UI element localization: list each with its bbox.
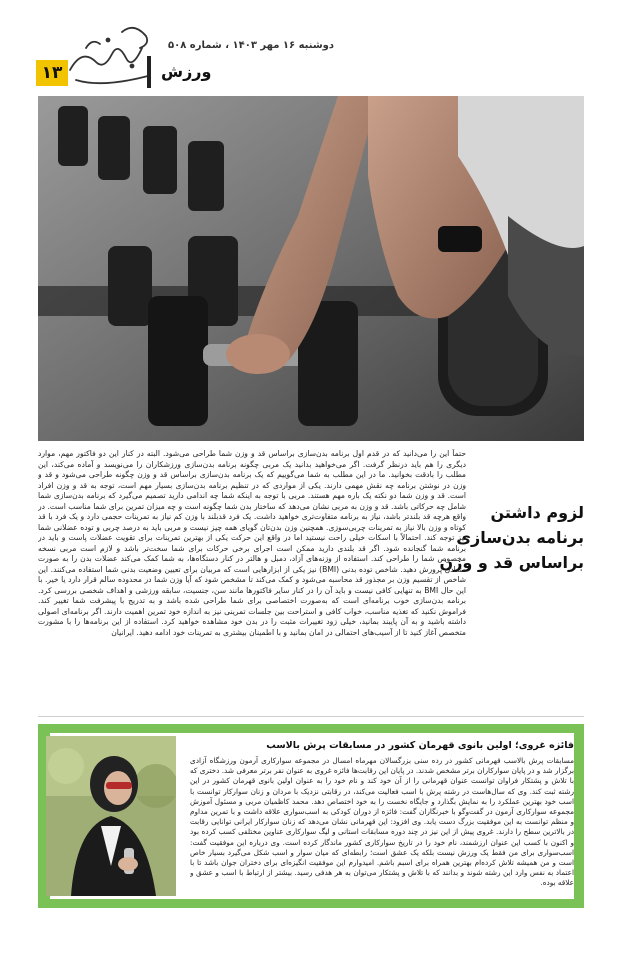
profile-body: مسابقات پرش بالاسب قهرمانی کشور در رده سنی بزرگسالان مهرماه امسال در مجموعه سوارکاری آرمون ورزشگاه آزادی برگزار شد و در پایان سوارکاران برتر مشخص شدند. در پایان این رقابت‌ها فائزه غروی به عنوان نفر برتر معرفی شد. دختری که با تلاش و پشتکار فراوان توانست عنوان قهرمانی را از آن خود کند و نام خود را به عنوان اولین بانوی قهرمان کشور در این رشته ثبت کند. وی که سال‌هاست در رشته پرش با اسب فعالیت می‌کند، در رقابتی نزدیک با مردان و زنان سوارکار توانست با اسب خود بهترین عملکرد را به نمایش بگذارد و جایگاه نخست را به خود اختصاص دهد. محمد کاظمیان مربی و مسئول آموزش مجموعه سوارکاری آرمون در گفت‌وگو با خبرنگاران گفت: فائزه از دوران کودکی به اسب‌سواری علاقه داشت و با تمرین مداوم و منظم توانست به این موفقیت بزرگ دست یابد. وی افزود: این قهرمانی نشان می‌دهد که زنان سوارکار ایرانی توانایی رقابت در بالاترین سطح را دارند. غروی پیش از این نیز در چند دوره مسابقات استانی و لیگ سوارکاری عناوین مختلفی کسب کرده بود و اکنون با کسب این عنوان ارزشمند، نام خود را در تاریخ سوارکاری کشور ماندگار کرده است. وی درباره این موفقیت گفت: اسب‌سواری برای من فقط یک ورزش نیست بلکه یک عشق است؛ رابطه‌ای که میان سوار و اسب شکل می‌گیرد بسیار خاص است و من همیشه تلاش کرده‌ام بهترین همراه برای اسبم باشم. امیدوارم این موفقیت انگیزه‌ای برای دختران جوان باشد تا با اعتماد به نفس وارد این رشته شوند و بدانند که با تلاش و پشتکار می‌توان به هر هدفی رسید. بیشتر از ارتباط با اسب و عشق و علاقه بوده. (190, 756, 574, 888)
profile-title: فائزه غروی؛ اولین بانوی قهرمان کشور در مسابقات پرش بالاسب (266, 740, 574, 751)
hero-photo (38, 96, 584, 441)
gym-dumbbell-photo-icon (38, 96, 584, 441)
newspaper-logo (62, 18, 160, 90)
header-divider (147, 56, 151, 88)
headline-line-3: براساس قد و وزن (439, 553, 584, 572)
profile-photo (46, 736, 176, 896)
issue-date: دوشنبه ۱۶ مهر ۱۴۰۳ ، شماره ۵۰۸ (168, 40, 335, 51)
headline-line-2: برنامه بدن‌سازی (456, 528, 584, 547)
section-title: ورزش (161, 62, 212, 81)
section-divider (38, 716, 584, 717)
page-number: ۱۳ (36, 60, 68, 86)
woman-athlete-photo-icon (46, 736, 176, 896)
article-body: حتماً این را می‌دانید که در قدم اول برنامه بدن‌سازی براساس قد و وزن شما طراحی می‌شود. البته در کنار این دو فاکتور مهم، موارد دیگری را هم باید درنظر گرفت. اگر می‌خواهید بدانید یک مربی چگونه برنامه بدن‌سازی ورزشکاران را می‌نویسد و آماده می‌کند، این مطلب را بادقت بخوانید. ما در این مطلب به شما می‌گوییم که یک برنامه بدن‌سازی براساس قد و وزن چگونه طراحی می‌شود و قد و وزن در نوشتن برنامه چه نقش مهمی دارند. یکی از مواردی که در تنظیم برنامه بدن‌سازی بسیار مهم است، توجه به قد و وزن افراد است. قد و وزن شما دو نکته یک باره مهم هستند. مربی با توجه به اینکه شما چه اندامی دارید تصمیم می‌گیرد که برنامه بدن‌سازی شما شامل چه حرکاتی باشد. قد و وزن به مربی نشان می‌دهد که ساختار بدن شما چگونه است و چه میزان تمرین برای شما مناسب است. در واقع هرچه قد بلندتر باشد، نیاز به برنامه متفاوت‌تری خواهید داشت. یک فرد قدبلند با وزن کم نیاز به تمرینات حجمی دارد و یک فرد با قد کوتاه و وزن بالا نیاز به تمرینات چربی‌سوزی. همچنین وزن بدن‌تان گویای همه چیز نیست و مربی باید به درصد چربی و توده عضلانی شما نیز توجه کند. احتمالاً با اسکات خیلی راحت نیستید اما در واقع این حرکت یکی از بهترین تمرینات برای تقویت عضلات پاست و باید در برنامه شما گنجانده شود. اگر قد بلندی دارید ممکن است اجرای برخی حرکات برای شما سخت‌تر باشد و لازم است مربی نسخه مخصوص شما را طراحی کند. استفاده از وزنه‌های آزاد، دمبل و هالتر در کنار دستگاه‌ها، به شما کمک می‌کند عضلات بدن را به صورت متعادل پرورش دهید. شاخص توده بدنی (BMI) نیز یکی از ابزارهایی است که مربیان برای تعیین وضعیت بدنی شما استفاده می‌کنند. این شاخص از تقسیم وزن بر مجذور قد محاسبه می‌شود و کمک می‌کند تا مشخص شود که آیا وزن شما در محدوده سالم قرار دارد یا خیر. با این حال BMI به تنهایی کافی نیست و باید آن را در کنار سایر فاکتورها مانند سن، جنسیت، سابقه ورزشی و اهداف شخصی بررسی کرد. برنامه بدن‌سازی خوب برنامه‌ای است که به‌صورت اختصاصی برای شما طراحی شده باشد و به تدریج با پیشرفت شما تغییر کند. فراموش نکنید که تغذیه مناسب، خواب کافی و استراحت بین جلسات تمرینی نیز به اندازه خود تمرین اهمیت دارند. اگر برنامه‌ای اصولی داشته باشید و به آن پایبند بمانید، خیلی زود تغییرات مثبت را در بدن خود مشاهده خواهید کرد. استفاده از این برنامه‌ها را با مشورت متخصص آغاز کنید تا از آسیب‌های احتمالی در امان بمانید و با اطمینان بیشتری به تمرینات خود ادامه دهید. ایرانیان (38, 449, 466, 637)
headline-line-1: لزوم داشتن (490, 503, 584, 522)
article-headline (439, 500, 584, 575)
